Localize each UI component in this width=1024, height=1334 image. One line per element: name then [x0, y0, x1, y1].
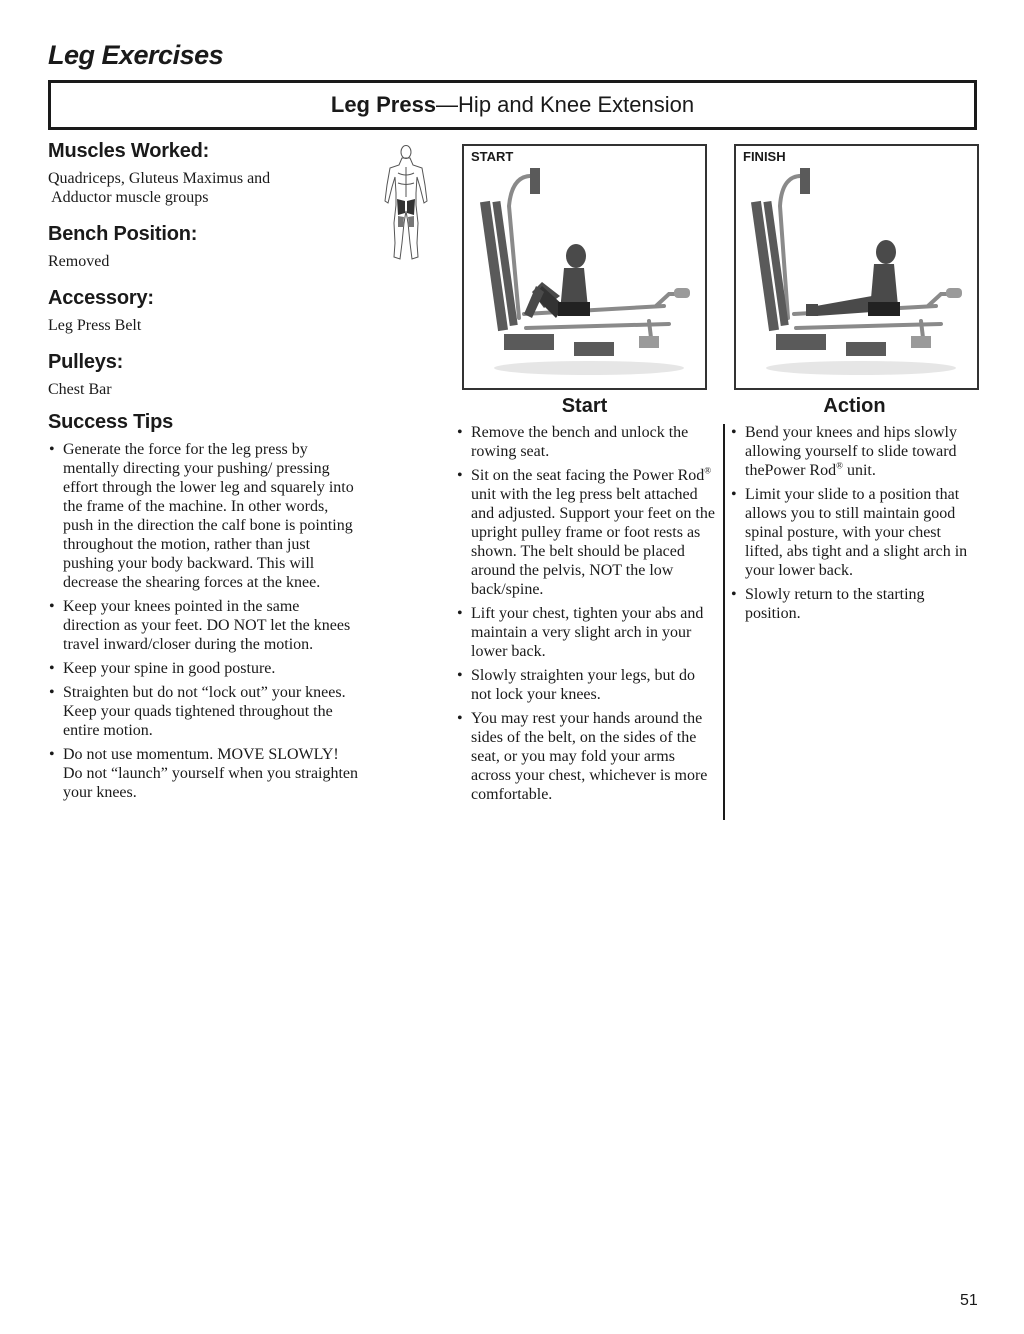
success-tips-list — [48, 440, 360, 802]
list-item — [456, 423, 718, 461]
finish-photo-label: FINISH — [743, 149, 786, 164]
leg-press-start-illustration — [464, 146, 705, 388]
step-text: Sit on the seat facing the Power Rod — [471, 467, 705, 484]
pulleys-heading: Pulleys: — [48, 351, 124, 373]
list-item: • Keep your knees pointed in the same direction as your feet. DO NOT let the knees travel inward/closer during the motion. — [48, 597, 360, 654]
accessory-heading: Accessory: — [48, 287, 154, 309]
step-text: Slowly straighten your legs, but do not lock your knees. — [471, 667, 695, 703]
action-steps-list — [730, 423, 975, 623]
list-item — [456, 709, 718, 804]
pulleys-value: Chest Bar — [48, 381, 112, 398]
column-divider — [723, 424, 725, 820]
step-text-continued: unit. — [842, 462, 876, 479]
finish-photo — [734, 144, 979, 390]
step-text: Lift your chest, tighten your abs and maintain a very slight arch in your lower back. — [471, 605, 704, 660]
muscle-anatomy-figure — [382, 143, 430, 263]
list-item: • Straighten but do not “lock out” your knees. Keep your quads tightened throughout the entire motion. — [48, 683, 360, 740]
start-steps-column — [456, 423, 718, 809]
step-text: Remove the bench and unlock the rowing seat. — [471, 424, 689, 460]
success-tips-heading: Success Tips — [48, 411, 174, 433]
step-text-continued: unit with the leg press belt attached and adjusted. Support your feet on the upright pulley frame or foot rests as shown. The belt should be placed around the pelvis, NOT the low back/spine. — [471, 486, 715, 598]
bench-position-value: Removed — [48, 253, 110, 270]
start-photo — [462, 144, 707, 390]
list-item: • Do not use momentum. MOVE SLOWLY! Do not “launch” yourself when you straighten your knees. — [48, 745, 360, 802]
page-number: 51 — [960, 1292, 978, 1309]
anatomy-body-icon — [382, 143, 430, 263]
success-tips-block — [48, 411, 360, 802]
exercise-title-rest: —Hip and Knee Extension — [436, 92, 695, 117]
registered-mark: ® — [704, 465, 712, 476]
list-item — [730, 485, 975, 580]
accessory-block — [48, 287, 368, 335]
leg-press-finish-illustration — [736, 146, 977, 388]
start-heading: Start — [561, 395, 608, 417]
list-item — [730, 423, 975, 480]
bench-position-heading: Bench Position: — [48, 223, 198, 245]
start-steps-list — [456, 423, 718, 804]
list-item — [456, 466, 718, 599]
step-text: Limit your slide to a position that allows you to still maintain good spinal posture, with your chest lifted, abs tight and a slight arch in your lower back. — [745, 486, 968, 579]
list-item: • Generate the force for the leg press by mentally directing your pushing/ pressing effort through the lower leg and squarely into the frame of the machine. In other words, push in the direction the calf bone is pointing throughout the motion, rather than just pushing your body backward. This will decrease the shearing forces at the knee. — [48, 440, 360, 592]
action-steps-column — [730, 423, 975, 628]
muscles-worked-heading: Muscles Worked: — [48, 140, 210, 162]
bench-position-block — [48, 223, 368, 271]
step-text: Slowly return to the starting position. — [745, 586, 925, 622]
accessory-value: Leg Press Belt — [48, 317, 142, 334]
exercise-title — [331, 92, 694, 118]
list-item — [456, 666, 718, 704]
pulleys-block — [48, 351, 368, 399]
exercise-info-column — [48, 140, 368, 818]
section-title: Leg Exercises — [48, 40, 224, 70]
exercise-title-bold: Leg Press — [330, 92, 437, 117]
step-text: You may rest your hands around the sides of the belt, on the sides of the seat, or you may fold your arms across your chest, whichever is more comfortable. — [471, 710, 708, 803]
muscles-worked-line-1: Quadriceps, Gluteus Maximus and — [48, 170, 271, 187]
muscles-worked-block — [48, 140, 368, 207]
start-photo-label: START — [471, 149, 514, 164]
list-item — [730, 585, 975, 623]
muscles-worked-line-2: Adductor muscle groups — [48, 189, 209, 206]
action-heading: Action — [823, 395, 886, 417]
list-item — [456, 604, 718, 661]
registered-mark: ® — [836, 460, 843, 471]
step-text: Bend your knees and hips slowly allowing yourself to slide toward thePower Rod — [745, 424, 957, 479]
list-item: • Keep your spine in good posture. — [48, 659, 360, 678]
exercise-title-box — [48, 80, 977, 130]
